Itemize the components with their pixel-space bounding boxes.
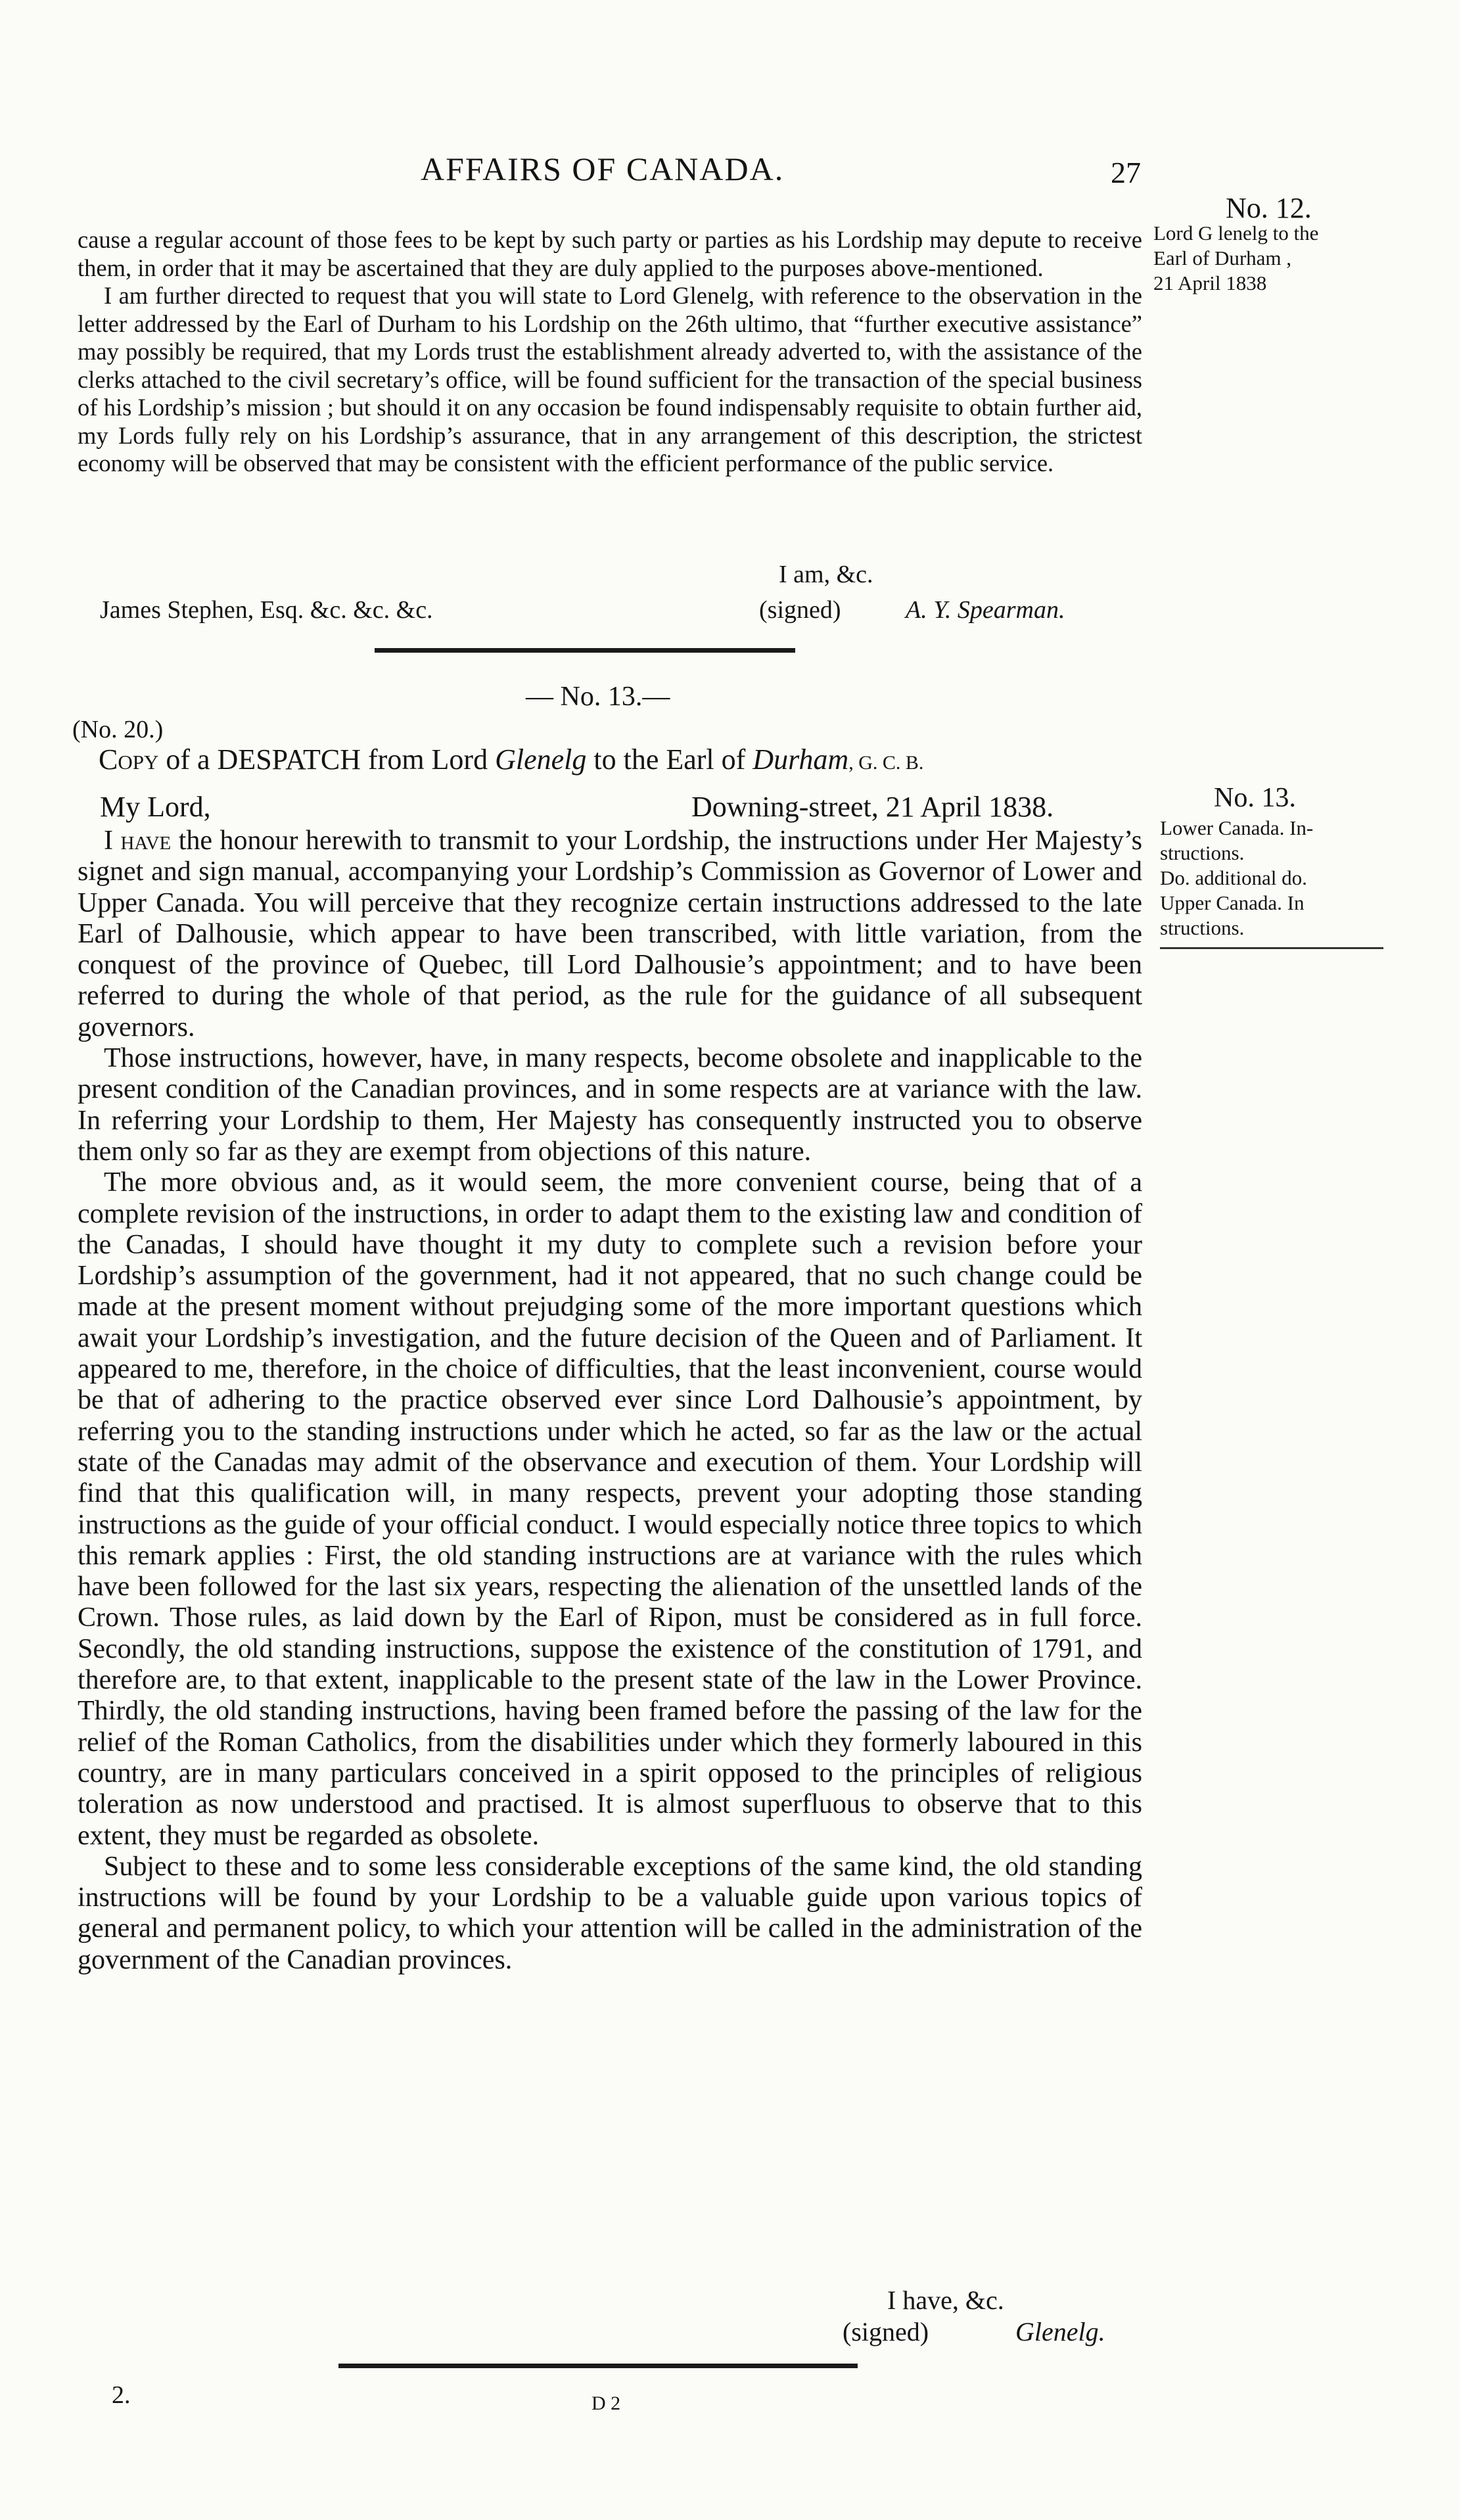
- letter-13-title: [99, 743, 923, 776]
- letter-13-body: [78, 826, 1142, 1976]
- margin-note-12: [1153, 192, 1364, 296]
- signature: Glenelg.: [1015, 2317, 1105, 2346]
- margin-note-13: [1160, 785, 1410, 949]
- closing-line: I have, &c.: [887, 2285, 1004, 2315]
- paragraph: I am further directed to request that you will state to Lord Glenelg, with reference to the observation in the letter addressed by the Earl of Durham to his Lordship on the 26th ultimo, that “further executive assistance” may possibly be required, that my Lords trust the establishment already adverted to, with the assistance of the clerks attached to the civil secretary’s office, will be found sufficient for the transaction of the special business of his Lordship’s mission ; but should it on any occasion be found indispensably requisite to obtain further aid, my Lords fully rely on his Lordship’s assurance, that in any arrangement of this description, the strictest economy will be observed that may be consistent with the efficient performance of the public service.: [78, 282, 1142, 477]
- section-divider: [338, 2364, 858, 2368]
- addressee: James Stephen, Esq. &c. &c. &c.: [100, 596, 433, 624]
- margin-note-line: structions.: [1160, 841, 1245, 864]
- title-gcb: , G. C. B.: [848, 752, 924, 774]
- letter-13-heading: — No. 13.—: [526, 682, 670, 712]
- title-text: of a DESPATCH from Lord: [158, 743, 496, 776]
- margin-note-line: Lord G lenelg to the: [1153, 222, 1319, 245]
- title-name: Durham: [753, 743, 849, 776]
- margin-note-line: Upper Canada. In: [1160, 891, 1305, 914]
- closing-line: I am, &c.: [779, 561, 873, 588]
- footer-mark: 2.: [112, 2381, 131, 2409]
- paragraph-lead: I have: [104, 826, 172, 856]
- margin-note-number: No. 13.: [1214, 783, 1296, 813]
- paragraph: Those instructions, however, have, in many respects, become obsolete and inapplicable to the present condition of the Canadian provinces, and in some respects are at variance with the law. In referring your Lordship to them, Her Majesty has consequently instructed you to observe them only so far as they are exempt from objections of this nature.: [78, 1043, 1142, 1167]
- signed-label: (signed): [843, 2317, 929, 2346]
- margin-note-line: Lower Canada. In-: [1160, 816, 1314, 839]
- page-number: 27: [1111, 156, 1141, 189]
- page-header-title: AFFAIRS OF CANADA.: [421, 151, 785, 187]
- paragraph: Subject to these and to some less considerable exceptions of the same kind, the old standing instructions will be found by your Lordship to be a valuable guide upon various topics of general and permanent policy, to which your attention will be called in the administration of the government of the Canadian provinces.: [78, 1851, 1142, 1975]
- paragraph-text: the honour herewith to transmit to your Lordship, the instructions under Her Majesty’s signet and sign manual, accompanying your Lordship’s Commission as Governor of Lower and Upper Canada. You will perceive that they recognize certain instructions addressed to the late Earl of Dalhousie, which appear to have been transcribed, with little variation, from the conquest of the province of Quebec, till Lord Dalhousie’s appointment; and to have been referred to during the whole of that period, as the rule for the guidance of all subsequent governors.: [78, 826, 1142, 1042]
- margin-note-number: No. 12.: [1226, 192, 1312, 224]
- signature-mark: D 2: [591, 2392, 621, 2414]
- title-name: Glenelg: [495, 743, 587, 776]
- margin-note-line: Earl of Durham ,: [1153, 246, 1292, 269]
- signature: A. Y. Spearman.: [906, 596, 1065, 624]
- salutation: My Lord,: [100, 791, 211, 823]
- paragraph: [78, 826, 1142, 1043]
- paragraph: The more obvious and, as it would seem, the more convenient course, being that of a complete revision of the instructions, in order to adapt them to the existing law and condition of the Canadas, I should have thought it my duty to complete such a revision before your Lordship’s assumption of the government, had it not appeared, that no such change could be made at the present moment without prejudging some of the more important questions which await your Lordship’s investigation, and the future decision of the Queen and of Parliament. It appeared to me, therefore, in the choice of difficulties, that the least inconvenient, course would be that of adhering to the practice observed ever since Lord Dalhousie’s appointment, by referring you to the standing instructions under which he acted, so far as the law or the actual state of the Canadas may admit of the observance and execution of them. Your Lordship will find that this qualification will, in many respects, prevent your adopting those standing instructions as the guide of your official conduct. I would especially notice three topics to which this remark applies : First, the old standing instructions are at variance with the rules which have been followed for the last six years, respecting the alienation of the unsettled lands of the Crown. Those rules, as laid down by the Earl of Ripon, must be considered as in full force. Secondly, the old standing instructions, suppose the existence of the constitution of 1791, and therefore are, to that extent, inapplicable to the present state of the law in the Lower Province. Thirdly, the old standing instructions, having been framed before the passing of the law for the relief of the Roman Catholics, from the disabilities under which they formerly laboured in this country, are in many particulars conceived in a spirit opposed to the principles of religious toleration as now understood and practised. It is almost superfluous to observe that to this extent, they must be regarded as obsolete.: [78, 1167, 1142, 1851]
- margin-note-line: 21 April 1838: [1153, 271, 1267, 294]
- title-copy: Copy: [99, 743, 159, 776]
- paragraph: cause a regular account of those fees to be kept by such party or parties as his Lordship may depute to receive them, in order that it may be ascertained that they are duly applied to the purposes above-mentioned.: [78, 226, 1142, 281]
- letter-12-body: [78, 226, 1142, 478]
- letter-13-ref: (No. 20.): [72, 716, 164, 743]
- section-divider: [375, 648, 795, 653]
- date-line: Downing-street, 21 April 1838.: [691, 791, 1054, 823]
- margin-note-rule: [1160, 947, 1383, 949]
- margin-note-line: structions.: [1160, 916, 1245, 939]
- title-text: to the Earl of: [586, 743, 753, 776]
- signed-label: (signed): [759, 596, 841, 624]
- margin-note-line: Do. additional do.: [1160, 866, 1307, 889]
